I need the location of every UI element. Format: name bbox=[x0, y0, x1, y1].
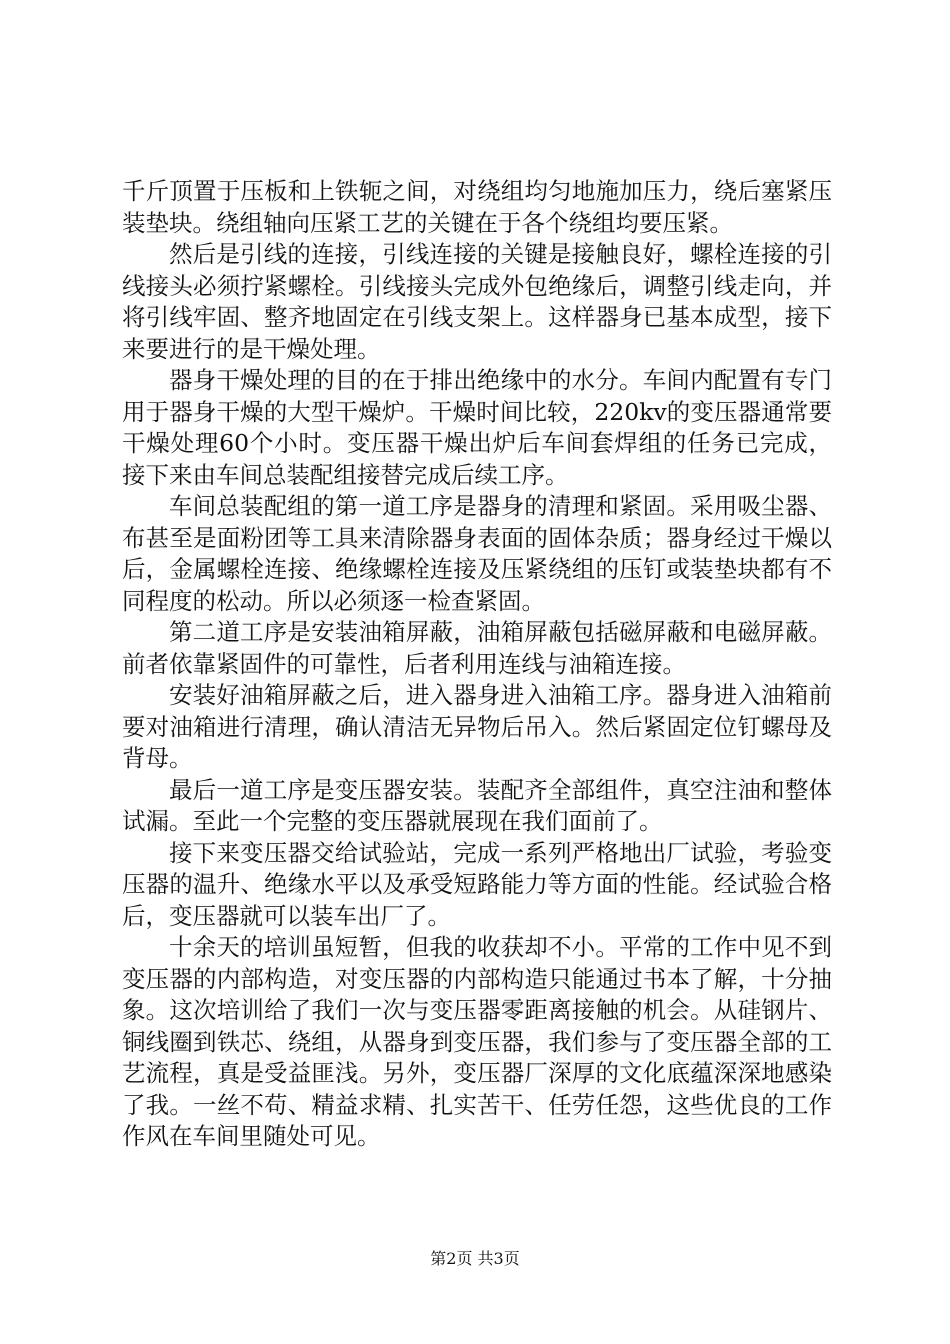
paragraph-5: 第二道工序是安装油箱屏蔽，油箱屏蔽包括磁屏蔽和电磁屏蔽。前者依靠紧固件的可靠性，后者利用连线与油箱连接。 bbox=[122, 618, 832, 678]
page-footer: 第2页 共3页 bbox=[430, 1249, 520, 1268]
paragraph-1: 千斤顶置于压板和上铁轭之间，对绕组均匀地施加压力，绕后塞紧压装垫块。绕组轴向压紧工艺的关键在于各个绕组均要压紧。 bbox=[122, 177, 832, 237]
paragraph-4: 车间总装配组的第一道工序是器身的清理和紧固。采用吸尘器、布甚至是面粉团等工具来清除器身表面的固体杂质；器身经过干燥以后，金属螺栓连接、绝缘螺栓连接及压紧绕组的压钉或装垫块都有不同程度的松动。所以必须逐一检查紧固。 bbox=[122, 492, 832, 615]
paragraph-3: 器身干燥处理的目的在于排出绝缘中的水分。车间内配置有专门用于器身干燥的大型干燥炉。干燥时间比较，220kv的变压器通常要干燥处理60个小时。变压器干燥出炉后车间套焊组的任务已完成，接下来由车间总装配组接替完成后续工序。 bbox=[122, 366, 832, 489]
paragraph-9: 十余天的培训虽短暂，但我的收获却不小。平常的工作中见不到变压器的内部构造，对变压器的内部构造只能通过书本了解，十分抽象。这次培训给了我们一次与变压器零距离接触的机会。从硅钢片、铜线圈到铁芯、绕组，从器身到变压器，我们参与了变压器全部的工艺流程，真是受益匪浅。另外，变压器厂深厚的文化底蕴深深地感染了我。一丝不苟、精益求精、扎实苦干、任劳任怨，这些优良的工作作风在车间里随处可见。 bbox=[122, 933, 832, 1150]
paragraph-7: 最后一道工序是变压器安装。装配齐全部组件，真空注油和整体试漏。至此一个完整的变压器就展现在我们面前了。 bbox=[122, 775, 832, 835]
paragraph-2: 然后是引线的连接，引线连接的关键是接触良好，螺栓连接的引线接头必须拧紧螺栓。引线接头完成外包绝缘后，调整引线走向，并将引线牢固、整齐地固定在引线支架上。这样器身已基本成型，接下来要进行的是干燥处理。 bbox=[122, 240, 832, 363]
paragraph-8: 接下来变压器交给试验站，完成一系列严格地出厂试验，考验变压器的温升、绝缘水平以及承受短路能力等方面的性能。经试验合格后，变压器就可以装车出厂了。 bbox=[122, 838, 832, 930]
document-body bbox=[122, 176, 832, 1153]
paragraph-6: 安装好油箱屏蔽之后，进入器身进入油箱工序。器身进入油箱前要对油箱进行清理，确认清洁无异物后吊入。然后紧固定位钉螺母及背母。 bbox=[122, 681, 832, 772]
